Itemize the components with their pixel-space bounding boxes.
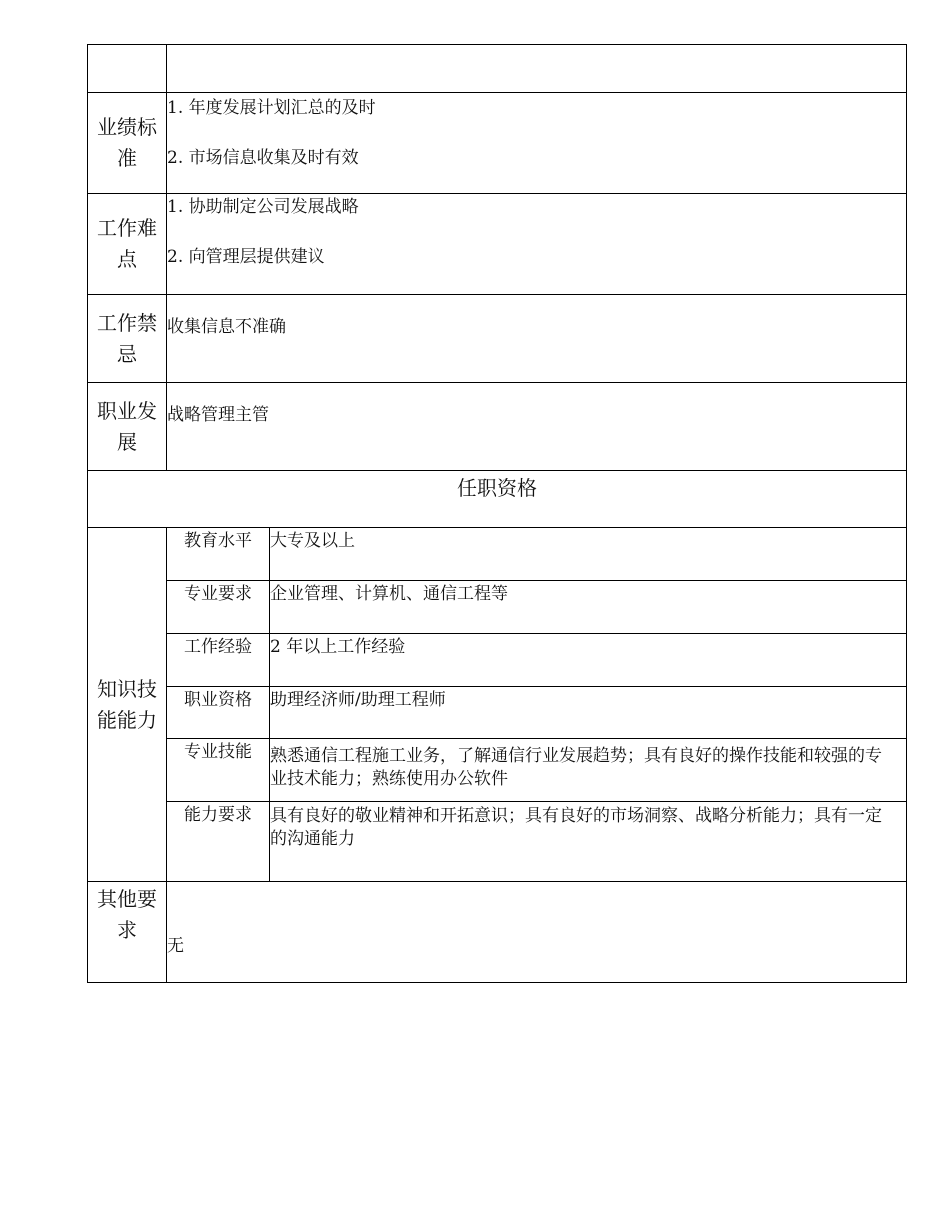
difficulty-item-1: 1. 协助制定公司发展战略 (167, 197, 359, 217)
taboo-row (88, 295, 907, 383)
empty-content-cell (167, 45, 907, 93)
knowledge-row-2 (88, 581, 907, 634)
knowledge-value: 熟悉通信工程施工业务，了解通信行业发展趋势；具有良好的操作技能和较强的专业技术能力；熟练使用办公软件 (270, 739, 907, 802)
knowledge-value: 具有良好的敬业精神和开拓意识；具有良好的市场洞察、战略分析能力；具有一定的沟通能力 (270, 802, 907, 882)
knowledge-key: 职业资格 (167, 687, 270, 739)
career-content: 战略管理主管 (167, 383, 907, 471)
difficulty-label: 工作难点 (88, 194, 167, 295)
performance-row (88, 93, 907, 194)
difficulty-content (167, 194, 907, 295)
knowledge-row-6 (88, 802, 907, 882)
knowledge-row-1 (88, 528, 907, 581)
performance-label: 业绩标准 (88, 93, 167, 194)
top-empty-row (88, 45, 907, 93)
taboo-content: 收集信息不准确 (167, 295, 907, 383)
career-label: 职业发展 (88, 383, 167, 471)
knowledge-key: 教育水平 (167, 528, 270, 581)
knowledge-value: 大专及以上 (270, 528, 907, 581)
empty-label-cell (88, 45, 167, 93)
qualification-header-row (88, 471, 907, 528)
knowledge-value: 企业管理、计算机、通信工程等 (270, 581, 907, 634)
other-row (88, 882, 907, 983)
knowledge-value: 助理经济师/助理工程师 (270, 687, 907, 739)
difficulty-row (88, 194, 907, 295)
performance-item-1: 1. 年度发展计划汇总的及时 (167, 98, 376, 118)
knowledge-key: 能力要求 (167, 802, 270, 882)
knowledge-key: 专业技能 (167, 739, 270, 802)
knowledge-row-3 (88, 634, 907, 687)
knowledge-key: 工作经验 (167, 634, 270, 687)
knowledge-row-4 (88, 687, 907, 739)
performance-item-2: 2. 市场信息收集及时有效 (167, 148, 359, 168)
knowledge-label: 知识技能能力 (88, 528, 167, 882)
career-row (88, 383, 907, 471)
taboo-label: 工作禁忌 (88, 295, 167, 383)
difficulty-item-2: 2. 向管理层提供建议 (167, 247, 325, 267)
knowledge-key: 专业要求 (167, 581, 270, 634)
knowledge-row-5 (88, 739, 907, 802)
job-description-table (87, 44, 907, 983)
qualification-header: 任职资格 (88, 471, 907, 528)
performance-content (167, 93, 907, 194)
other-content: 无 (167, 882, 907, 983)
knowledge-value: 2 年以上工作经验 (270, 634, 907, 687)
other-label: 其他要求 (88, 882, 167, 983)
